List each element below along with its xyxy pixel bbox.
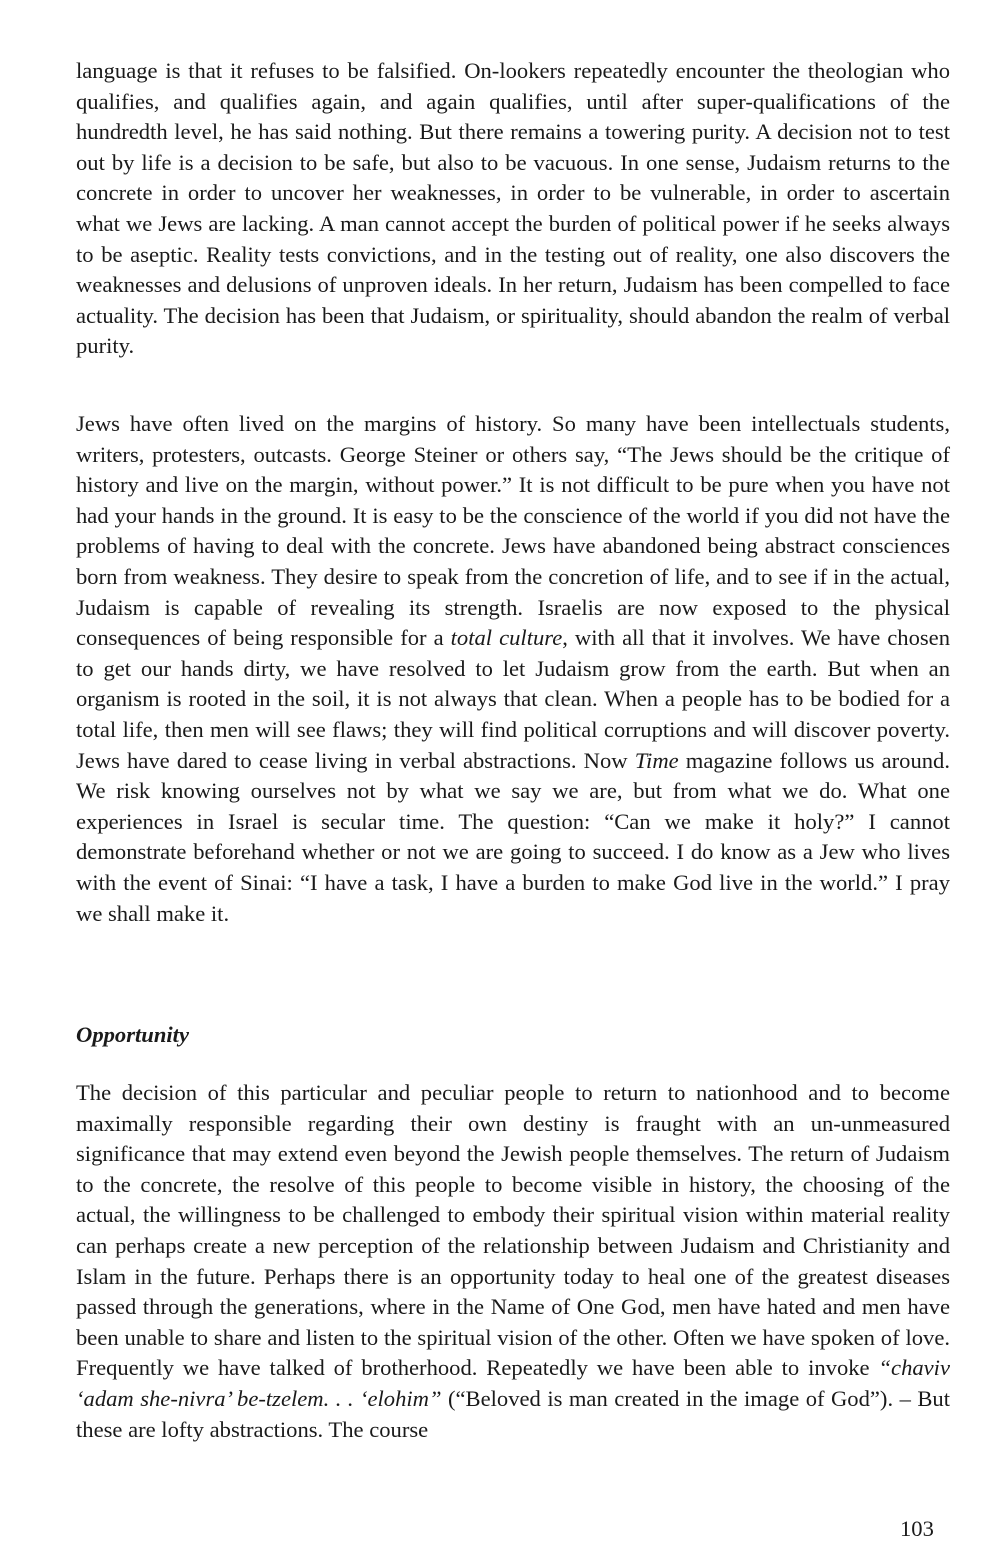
paragraph-text: language is that it refuses to be falsified. On-lookers repeatedly encounter the theologian who qualifies, and qualifies again, and again qualifies, until after super-qualifications of the hundredth level, he has said nothing. But there remains a towering purity. A decision not to test out by life is a decision to be safe, but also to be vacuous. In one sense, Judaism returns to the concrete in order to uncover her weaknesses, in order to be vulnerable, in order to ascertain what we Jews are lacking. A man cannot accept the burden of political power if he seeks always to be aseptic. Reality tests convictions, and in the testing out of reality, one also discovers the weaknesses and delusions of unproven ideals. In her return, Judaism has been compelled to face actuality. The decision has been that Judaism, or spirituality, should abandon the realm of verbal purity. (76, 58, 950, 359)
paragraph-text: Jews have often lived on the margins of history. So many have been intellectuals students, writers, protesters, outcasts. George Steiner or others say, “The Jews should be the critique of history and live on the margin, without power.” It is not difficult to be pure when you have not had your hands in the ground. It is easy to be the conscience of the world if you did not have the problems of having to deal with the concrete. Jews have abandoned being abstract consciences born from weakness. They desire to speak from the concretion of life, and to see if in the actual, Judaism is capable of revealing its strength. Israelis are now exposed to the physical consequences of being responsible for a (76, 411, 950, 651)
section-heading: Opportunity (76, 1022, 189, 1047)
paragraph-text: magazine follows us around. We risk knowing ourselves not by what we say we are, but from what we do. What one experiences in Israel is secular time. The question: “Can we make it holy?” I cannot demonstrate beforehand whether or not we are going to succeed. I do know as a Jew who lives with the event of Sinai: “I have a task, I have a burden to make God live in the world.” I pray we shall make it. (76, 747, 950, 926)
page-number: 103 (900, 1516, 934, 1541)
paragraph-verbal-purity (76, 56, 950, 362)
italic-phrase: Time (634, 747, 679, 773)
paragraph-opportunity (76, 1078, 950, 1445)
italic-phrase: “chaviv ‘adam she-nivra’ be-tzelem. . . ‘elohim” (76, 1355, 950, 1411)
paragraph-text: The decision of this particular and peculiar people to return to nationhood and to become maximally responsible regarding their own destiny is fraught with an un-unmeasured significance that may extend even beyond the Jewish people themselves. The return of Judaism to the concrete, the resolve of this people to become visible in history, the choosing of the actual, the willingness to be challenged to embody their spiritual vision within material reality can perhaps create a new perception of the relationship between Judaism and Christianity and Islam in the future. Perhaps there is an opportunity today to heal one of the greatest diseases passed through the generations, where in the Name of One God, men have hated and men have been unable to share and listen to the spiritual vision of the other. Often we have spoken of love. Frequently we have talked of brotherhood. Repeatedly we have been able to invoke (76, 1080, 950, 1381)
italic-phrase: total culture (450, 625, 563, 651)
paragraph-margins-of-history (76, 409, 950, 929)
paragraph-text: (“Beloved is man created in the image of God”). – But these are lofty abstractions. The course (76, 1385, 950, 1442)
paragraph-text: , with all that it involves. We have chosen to get our hands dirty, we have resolved to let Judaism grow from the earth. But when an organism is rooted in the soil, it is not always that clean. When a people has to be bodied for a total life, then men will see flaws; they will find political corruptions and will discover poverty. Jews have dared to cease living in verbal abstractions. Now (76, 625, 950, 773)
